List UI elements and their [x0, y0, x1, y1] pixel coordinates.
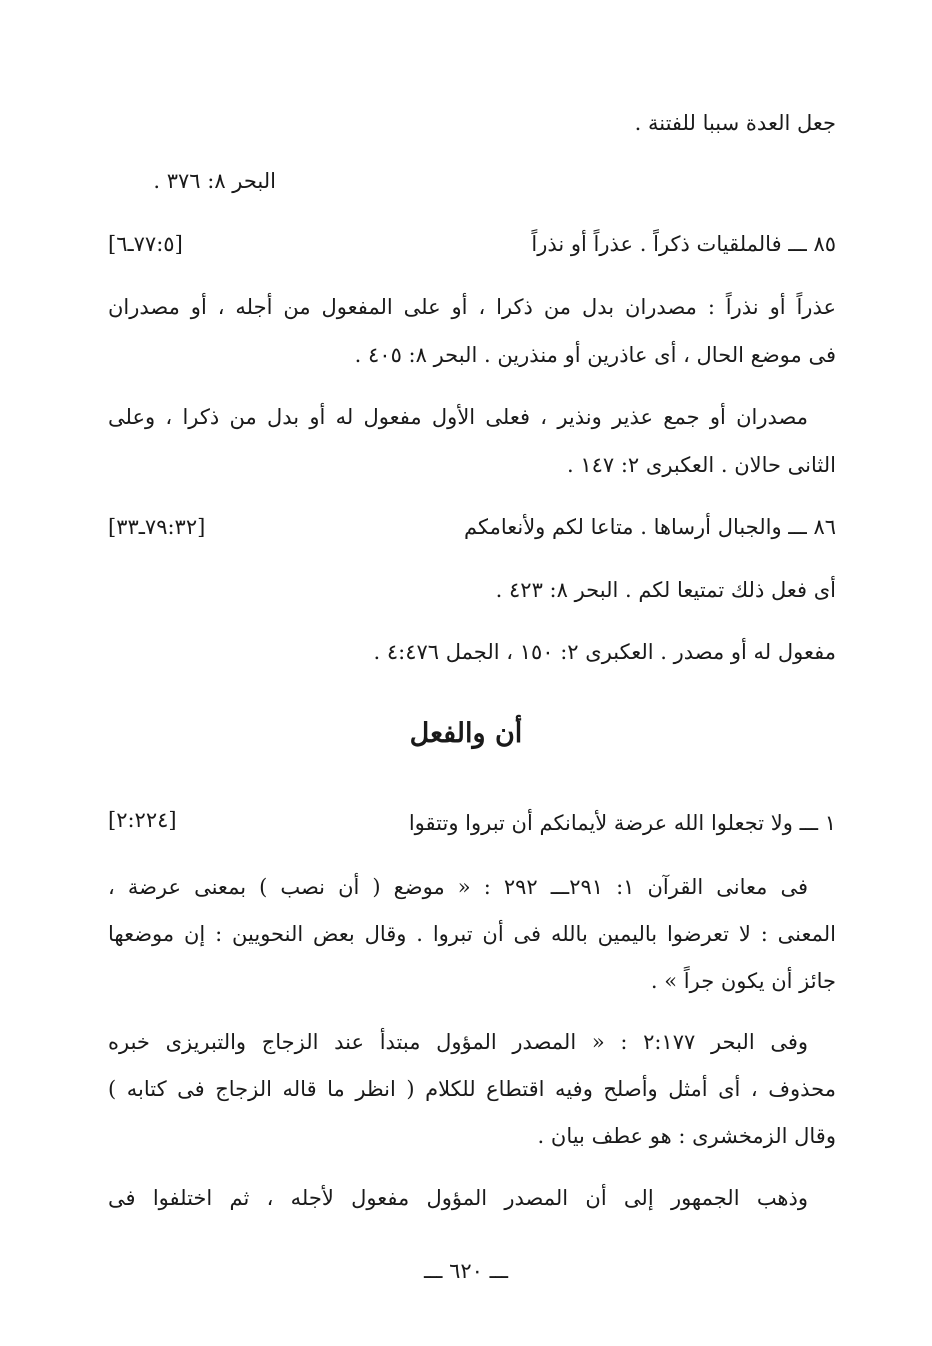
text-line: البحر ٨: ٣٧٦ .	[153, 169, 276, 193]
text-line: الثانى حالان . العكبرى ٢: ١٤٧ .	[566, 453, 836, 477]
text-line: جائز أن يكون جراً » .	[650, 969, 836, 993]
verse-line: ٨٦ ـــ والجبال أرساها . متاعا لكم ولأنعامكم	[464, 515, 836, 539]
text-line: فى معانى القرآن ١: ٢٩١ـــ ٢٩٢ : « موضع ( أن نصب ) بمعنى عرضة ،	[108, 875, 808, 899]
section-heading: أن والفعل	[409, 718, 523, 749]
text-line: مفعول له أو مصدر . العكبرى ٢: ١٥٠ ، الجمل ٤:٤٧٦ .	[373, 640, 836, 664]
text-line: أى فعل ذلك تمتيعا لكم . البحر ٨: ٤٢٣ .	[495, 578, 836, 602]
text-line: فى موضع الحال ، أى عاذرين أو منذرين . البحر ٨: ٤٠٥ .	[354, 343, 836, 367]
text-line: وذهب الجمهور إلى أن المصدر المؤول مفعول لأجله ، ثم اختلفوا فى	[108, 1186, 808, 1210]
text-line: عذراً أو نذراً : مصدران بدل من ذكرا ، أو على المفعول من أجله ، أو مصدران	[108, 295, 836, 319]
text-line: وفى البحر ٢:١٧٧ : « المصدر المؤول مبتدأ عند الزجاج والتبريزى خبره	[108, 1030, 808, 1054]
text-line: وقال الزمخشرى : هو عطف بيان .	[537, 1124, 836, 1148]
text-line: المعنى : لا تعرضوا باليمين بالله فى أن تبروا . وقال بعض النحويين : إن موضعها	[108, 922, 836, 946]
text-line: مصدران أو جمع عذير ونذير ، فعلى الأول مفعول له أو بدل من ذكرا ، وعلى	[108, 405, 808, 429]
verse-line: ٨٥ ـــ فالملقيات ذكراً . عذراً أو نذراً	[531, 232, 836, 256]
text-line: جعل العدة سببا للفتنة .	[634, 111, 836, 135]
verse-reference: [٧٩:٣٢ـ٣٣]	[108, 515, 206, 539]
page-number: ـــ ٦٢٠ ـــ	[423, 1259, 509, 1283]
verse-reference: [٢:٢٢٤]	[108, 808, 177, 832]
verse-reference: [٧٧:٥ـ٦]	[108, 232, 183, 256]
text-line: محذوف ، أى أمثل وأصلح وفيه اقتطاع للكلام ( انظر ما قاله الزجاج فى كتابه )	[108, 1077, 836, 1101]
verse-line: ١ ـــ ولا تجعلوا الله عرضة لأيمانكم أن تبروا وتتقوا	[408, 811, 836, 835]
